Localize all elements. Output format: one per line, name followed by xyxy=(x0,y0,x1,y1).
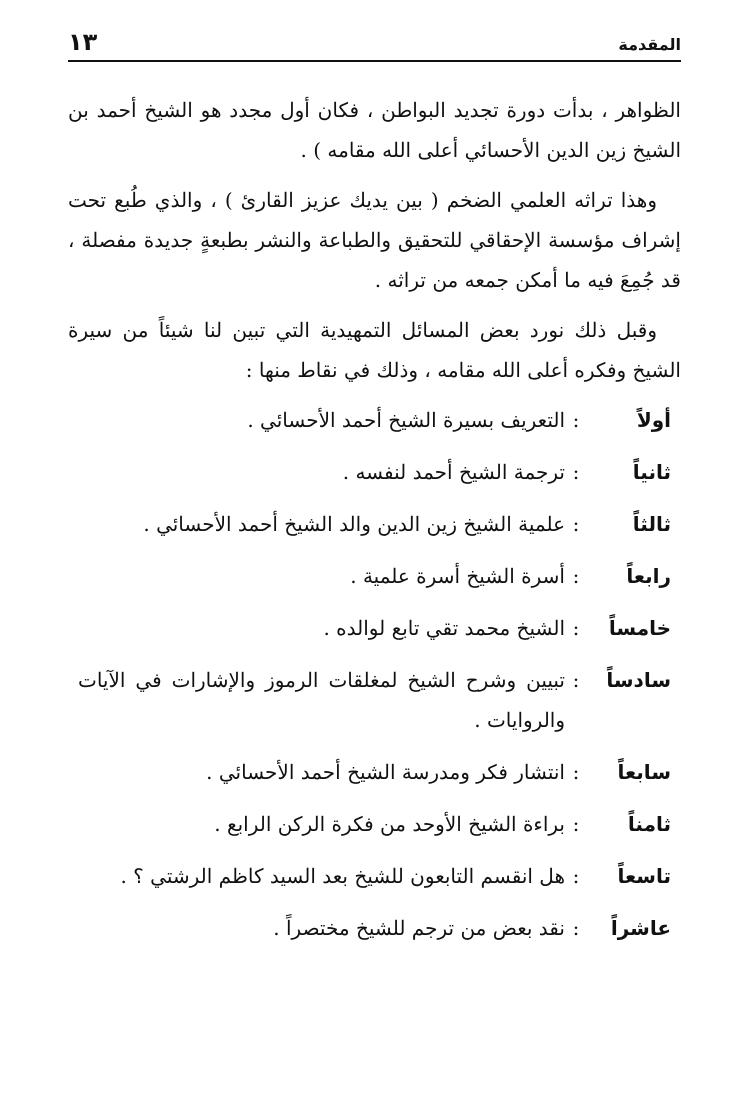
item-label: رابعاً xyxy=(626,564,671,588)
item-colon: : xyxy=(572,460,580,484)
paragraph-1: الظواهر ، بدأت دورة تجديد البواطن ، فكان أول مجدد هو الشيخ أحمد بن الشيخ زين الدين الأحسائي أعلى الله مقامه ) . xyxy=(68,98,681,162)
item-colon: : xyxy=(572,916,580,940)
item-text: أسرة الشيخ أسرة علمية . xyxy=(350,564,565,588)
item-label: عاشراً xyxy=(610,916,671,940)
item-label: خامساً xyxy=(608,616,671,640)
list-item xyxy=(68,452,681,492)
item-text: الشيخ محمد تقي تابع لوالده . xyxy=(323,616,565,640)
item-text: ترجمة الشيخ أحمد لنفسه . xyxy=(342,460,565,484)
list-item xyxy=(68,660,681,740)
item-colon: : xyxy=(572,760,580,784)
list-item xyxy=(68,804,681,844)
points-list xyxy=(68,400,681,948)
page-number: ١٣ xyxy=(68,28,98,56)
item-label: ثامناً xyxy=(627,812,671,836)
item-label: سابعاً xyxy=(617,760,671,784)
list-item xyxy=(68,556,681,596)
item-text: انتشار فكر ومدرسة الشيخ أحمد الأحسائي . xyxy=(206,760,565,784)
chapter-title: المقدمة xyxy=(618,35,681,54)
item-colon: : xyxy=(572,616,580,640)
item-text: براءة الشيخ الأوحد من فكرة الركن الرابع . xyxy=(214,812,565,836)
item-text: التعريف بسيرة الشيخ أحمد الأحسائي . xyxy=(247,408,565,432)
item-colon: : xyxy=(572,564,580,588)
item-colon: : xyxy=(572,864,580,888)
item-label: ثانياً xyxy=(632,460,671,484)
list-item xyxy=(68,400,681,440)
item-colon: : xyxy=(572,408,580,432)
item-colon: : xyxy=(572,812,580,836)
list-item xyxy=(68,504,681,544)
item-colon: : xyxy=(572,668,580,692)
list-item xyxy=(68,856,681,896)
item-text: هل انقسم التابعون للشيخ بعد السيد كاظم الرشتي ؟ . xyxy=(120,864,565,888)
paragraph-3: وقبل ذلك نورد بعض المسائل التمهيدية التي تبين لنا شيئاً من سيرة الشيخ وفكره أعلى الله مقامه ، وذلك في نقاط منها : xyxy=(68,318,681,382)
item-text: علمية الشيخ زين الدين والد الشيخ أحمد الأحسائي . xyxy=(143,512,565,536)
list-item xyxy=(68,608,681,648)
item-label: ثالثاً xyxy=(632,512,671,536)
paragraph-2: وهذا تراثه العلمي الضخم ( بين يديك عزيز القارئ ) ، والذي طُبع تحت إشراف مؤسسة الإحقاقي للتحقيق والطباعة والنشر بطبعةٍ جديدة مفصلة ، قد جُمِعَ فيه ما أمكن جمعه من تراثه . xyxy=(68,188,681,292)
item-label: سادساً xyxy=(606,668,671,692)
item-text: تبيين وشرح الشيخ لمغلقات الرموز والإشارات في الآيات والروايات . xyxy=(78,668,565,732)
item-label: تاسعاً xyxy=(617,864,671,888)
item-colon: : xyxy=(572,512,580,536)
list-item xyxy=(68,752,681,792)
item-label: أولاً xyxy=(636,408,671,432)
main-text xyxy=(68,90,681,960)
item-text: نقد بعض من ترجم للشيخ مختصراً . xyxy=(273,916,565,940)
running-header xyxy=(68,22,681,62)
list-item xyxy=(68,908,681,948)
